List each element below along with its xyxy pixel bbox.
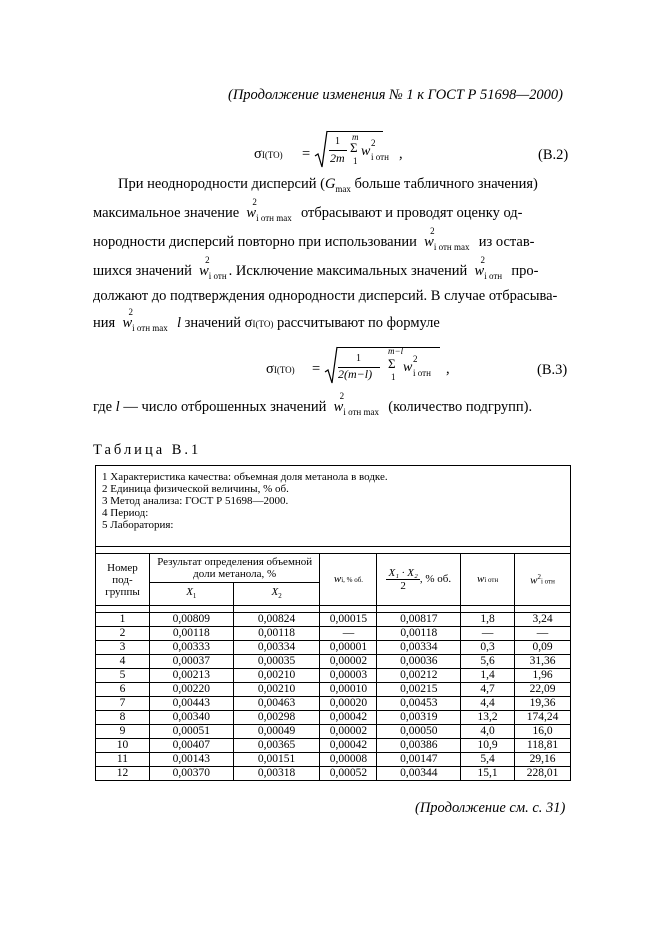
table-row: 2 0,00118 0,00118 — 0,00118 — —: [96, 627, 571, 641]
sqrt-sign-icon: [314, 130, 328, 170]
formula-b2-w-sup: 2: [371, 138, 376, 148]
table-row: 8 0,00340 0,00298 0,00042 0,00319 13,2 174,24: [96, 711, 571, 725]
formula-b3-tail: ,: [446, 361, 450, 377]
formula-b3-number: (В.3): [537, 362, 568, 378]
table-info: 1 Характеристика качества: объемная доля метанола в водке. 2 Единица физической величины, % об. 3 Метод анализа: ГОСТ Р 51698—2000. 4 Период: 5 Лаборатория:: [96, 466, 571, 547]
col-header-wrel2: $w^2i$ отн: [515, 554, 571, 606]
formula-b3-w-sub: i отн: [413, 368, 431, 378]
paragraph-line-3: нородности дисперсий повторно при использовании w 2 $_{i отн max}$ из остав-: [93, 226, 535, 252]
formula-b2-number: (В.2): [538, 147, 569, 163]
table-row: 5 0,00213 0,00210 0,00003 0,00212 1,4 1,96: [96, 669, 571, 683]
paragraph-line-6: ния w 2 $_{i отн max}$ l значений σI(TO) рассчитывают по формуле: [93, 307, 440, 333]
col-header-x2: $X_2$: [233, 583, 320, 606]
formula-b2-w: w: [361, 144, 371, 159]
formula-b2-tail: ,: [399, 146, 403, 162]
paragraph-line-1: При неоднородности дисперсий ($G_{max}$ больше табличного значения): [118, 176, 538, 194]
data-table: [95, 465, 571, 781]
formula-b2-sum-bottom: 1: [353, 156, 358, 166]
formula-b2-num: 1: [335, 136, 340, 147]
table-row: 12 0,00370 0,00318 0,00052 0,00344 15,1 228,01: [96, 767, 571, 781]
sqrt-sign-icon: [324, 346, 338, 386]
page-header: (Продолжение изменения № 1 к ГОСТ Р 51698—2000): [228, 87, 563, 103]
paragraph-line-4: шихся значений w 2 $_{i отн}$ . Исключение максимальных значений w 2 $_{i отн}$ про-: [93, 255, 539, 281]
formula-b3-sum-top: m−l: [388, 346, 404, 356]
formula-b3-lhs: σI(TO): [266, 361, 295, 377]
table-row: 11 0,00143 0,00151 0,00008 0,00147 5,4 29,16: [96, 753, 571, 767]
col-header-mean: $\frac{\text{X₁ · X₂}}{2}$ , % об.: [377, 554, 461, 606]
paragraph-line-2: максимальное значение w 2 $_{i отн max}$ отбрасывают и проводят оценку од-: [93, 197, 523, 223]
table-row: 4 0,00037 0,00035 0,00002 0,00036 5,6 31,36: [96, 655, 571, 669]
formula-b2-lhs: σI(TO): [254, 146, 283, 162]
page-footer: (Продолжение см. с. 31): [415, 800, 566, 816]
formula-b2-eq: =: [302, 146, 311, 162]
col-header-wrel: wi отн: [461, 554, 515, 606]
formula-b3-eq: =: [312, 361, 321, 377]
formula-b2: [254, 130, 574, 170]
table-row: 3 0,00333 0,00334 0,00001 0,00334 0,3 0,09: [96, 641, 571, 655]
formula-b3-w: w: [403, 360, 413, 375]
formula-b2-sum-top: m: [352, 132, 359, 142]
sum-icon: Σ: [350, 140, 358, 155]
formula-b2-den: 2m: [330, 151, 345, 165]
paragraph-line-5: должают до подтверждения однородности дисперсий. В случае отбрасыва-: [93, 288, 558, 304]
table-row: 9 0,00051 0,00049 0,00002 0,00050 4,0 16,0: [96, 725, 571, 739]
table-row: 6 0,00220 0,00210 0,00010 0,00215 4,7 22,09: [96, 683, 571, 697]
formula-b3: [266, 346, 576, 386]
formula-b3-den: 2(m−l): [338, 367, 373, 381]
formula-b3-sum-bottom: 1: [391, 372, 396, 382]
col-header-result: Результат определения объемной доли метанола, %: [149, 554, 320, 583]
col-header-group: Номер под-группы: [96, 554, 150, 606]
col-header-x1: $X_1$: [149, 583, 233, 606]
w-rel-max-symbol: w 2 $_{i отн max}$: [246, 197, 292, 223]
formula-b3-num: 1: [356, 353, 361, 364]
sum-icon: Σ: [388, 356, 396, 371]
table-row: 10 0,00407 0,00365 0,00042 0,00386 10,9 118,81: [96, 739, 571, 753]
where-line: где l — число отброшенных значений w 2 $_{i отн max}$ (количество подгрупп).: [93, 391, 533, 417]
col-header-w: wi, % об.: [320, 554, 377, 606]
formula-b3-w-sup: 2: [413, 354, 418, 364]
formula-b2-w-sub: i отн: [371, 152, 389, 162]
table-row: 1 0,00809 0,00824 0,00015 0,00817 1,8 3,24: [96, 613, 571, 627]
table-row: 7 0,00443 0,00463 0,00020 0,00453 4,4 19,36: [96, 697, 571, 711]
table-caption: Таблица В.1: [93, 442, 202, 458]
